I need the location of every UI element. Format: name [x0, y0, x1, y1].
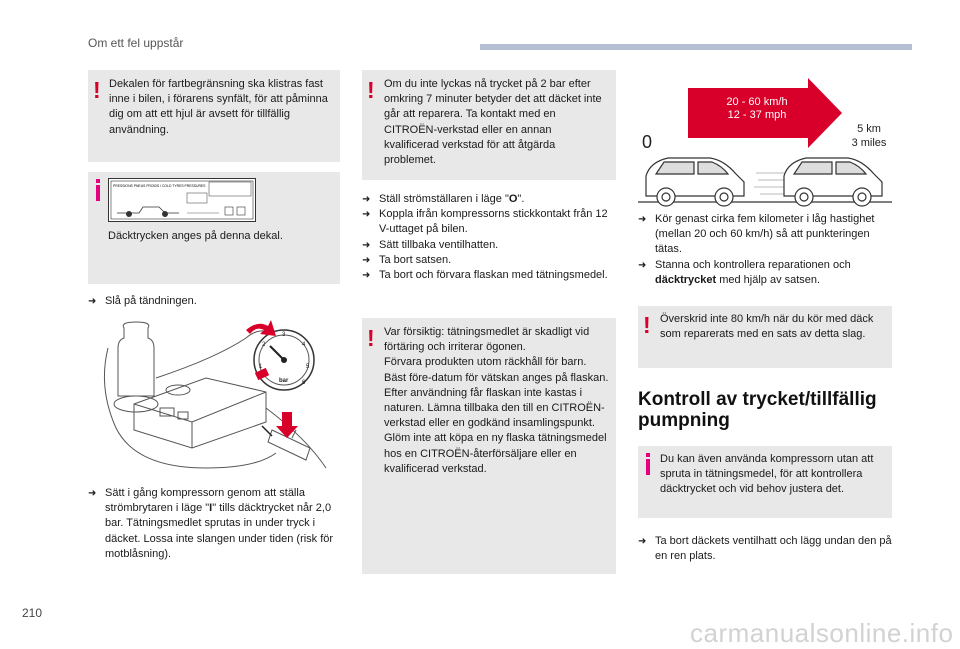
- arrow-bullet-icon: ➜: [362, 254, 371, 266]
- gauge-tick-label: 6: [302, 380, 306, 386]
- exclamation-icon: !: [93, 77, 101, 103]
- warning-text-4: Överskrid inte 80 km/h när du kör med däck som reparerats med en sats av detta slag.: [660, 313, 874, 341]
- warning-box-2: [362, 70, 616, 180]
- arrow-bullet-icon: ➜: [362, 239, 371, 251]
- info-i-icon: [646, 453, 650, 457]
- list-item: ➜ Ta bort däckets ventilhatt och lägg undan den på en ren plats.: [638, 535, 892, 563]
- arrow-bullet-icon: ➜: [638, 536, 647, 547]
- arrow-bullet-icon: ➜: [362, 209, 371, 221]
- gauge-tick-label: 2: [262, 342, 266, 348]
- gauge-tick-label: 3: [282, 332, 286, 338]
- warning-box-3: [362, 318, 616, 574]
- svg-text:PRESSIONS PNEUS FROIDS / COLD: PRESSIONS PNEUS FROIDS / COLD TYRES PRESSURES: [113, 184, 206, 188]
- bullet-list-2: [88, 486, 340, 562]
- gauge-tick-label: 4: [302, 342, 306, 348]
- header-bar: [480, 44, 912, 50]
- info-text-2: Du kan även använda kompressorn utan att spruta in tätningsmedel, för att kontrollera däcktrycket och vid behov justera det.: [660, 453, 874, 496]
- list-item: ➜ Ställ strömställaren i läge "O".: [362, 192, 616, 207]
- start-label: 0: [642, 132, 653, 152]
- warning-text-1: Dekalen för fartbegränsning ska klistras fast inne i bilen, i förarens synfält, för att påminna dig om att ett hjul är avsett för tillfällig användning.: [109, 78, 328, 136]
- list-item: ➜ Stanna och kontrollera reparationen och däcktrycket med hjälp av satsen.: [638, 258, 851, 286]
- list-item: ➜ Slå på tändningen.: [88, 294, 338, 309]
- info-box-1: [88, 172, 340, 284]
- speed-label: 20 - 60 km/h 12 - 37 mph: [726, 96, 788, 121]
- warning-box-4: [638, 306, 892, 368]
- bullet-list-3: [362, 192, 616, 283]
- info-box-2: [638, 446, 892, 518]
- list-item: ➜ Sätt i gång kompressorn genom att ställa strömbrytaren i läge "I" tills däcktrycket når 2,0 bar. Tätningsmedlet sprutas in under tryck i däcket. Lossa inte slangen under tiden (risk för motblåsning).: [88, 487, 334, 560]
- compressor-illustration: [96, 318, 336, 476]
- list-item: ➜ Koppla ifrån kompressorns stickkontakt från 12 V-uttaget på bilen.: [362, 208, 608, 236]
- arrow-bullet-icon: ➜: [362, 194, 371, 205]
- exclamation-icon: !: [643, 312, 651, 338]
- list-item: ➜ Ta bort och förvara flaskan med tätningsmedel.: [362, 268, 616, 283]
- list-item: ➜ Sätt tillbaka ventilhatten.: [362, 238, 616, 253]
- gauge-unit: bar: [279, 378, 289, 384]
- exclamation-icon: !: [367, 325, 375, 351]
- exclamation-icon: !: [367, 77, 375, 103]
- arrow-bullet-icon: ➜: [88, 296, 97, 307]
- running-header: Om ett fel uppstår: [88, 36, 184, 50]
- info-text-1: Däcktrycken anges på denna dekal.: [108, 230, 283, 242]
- arrow-bullet-icon: ➜: [362, 270, 371, 282]
- arrow-bullet-icon: ➜: [638, 259, 647, 271]
- arrow-bullet-icon: ➜: [88, 488, 97, 499]
- bullet-list-5: [638, 534, 892, 564]
- warning-text-2: Om du inte lyckas nå trycket på 2 bar efter omkring 7 minuter betyder det att däcket inte går att reparera. Ta kontakt med en CITROËN-verkstad eller en annan kvalificerad verkstad för att åtgärda problemet.: [384, 78, 602, 167]
- gauge-tick-label: 1: [259, 364, 263, 370]
- section-heading: Kontroll av trycket/tillfällig pumpning: [638, 389, 877, 431]
- warning-box-1: [88, 70, 340, 162]
- list-item: ➜ Kör genast cirka fem kilometer i låg hastighet (mellan 20 och 60 km/h) så att punkteringen tätas.: [638, 213, 875, 256]
- gauge-tick-label: 5: [306, 364, 310, 370]
- list-item: ➜ Ta bort satsen.: [362, 253, 616, 268]
- bullet-list-1: [88, 294, 338, 309]
- bullet-list-4: [638, 212, 892, 288]
- distance-label: 5 km 3 miles: [851, 123, 887, 149]
- page-number: 210: [22, 606, 43, 620]
- watermark: carmanualsonline.info: [690, 618, 954, 648]
- arrow-bullet-icon: ➜: [638, 214, 647, 225]
- tyre-pressure-label: [108, 178, 256, 222]
- info-i-icon: [96, 179, 100, 183]
- warning-text-3: Var försiktig: tätningsmedlet är skadligt vid förtäring och irriterar ögonen. Förvara produkten utom räckhåll för barn. Bäst före-datum för vätskan anges på flaskan. Efter användning får flaskan inte kastas i naturen. Lämna tillbaka den till en CITROËN-verkstad eller en godkänd insamlingspunkt. Glöm inte att köpa en ny flaska tätningsmedel hos en CITROËN-återförsäljare eller en kvalificerad verkstad.: [384, 326, 609, 475]
